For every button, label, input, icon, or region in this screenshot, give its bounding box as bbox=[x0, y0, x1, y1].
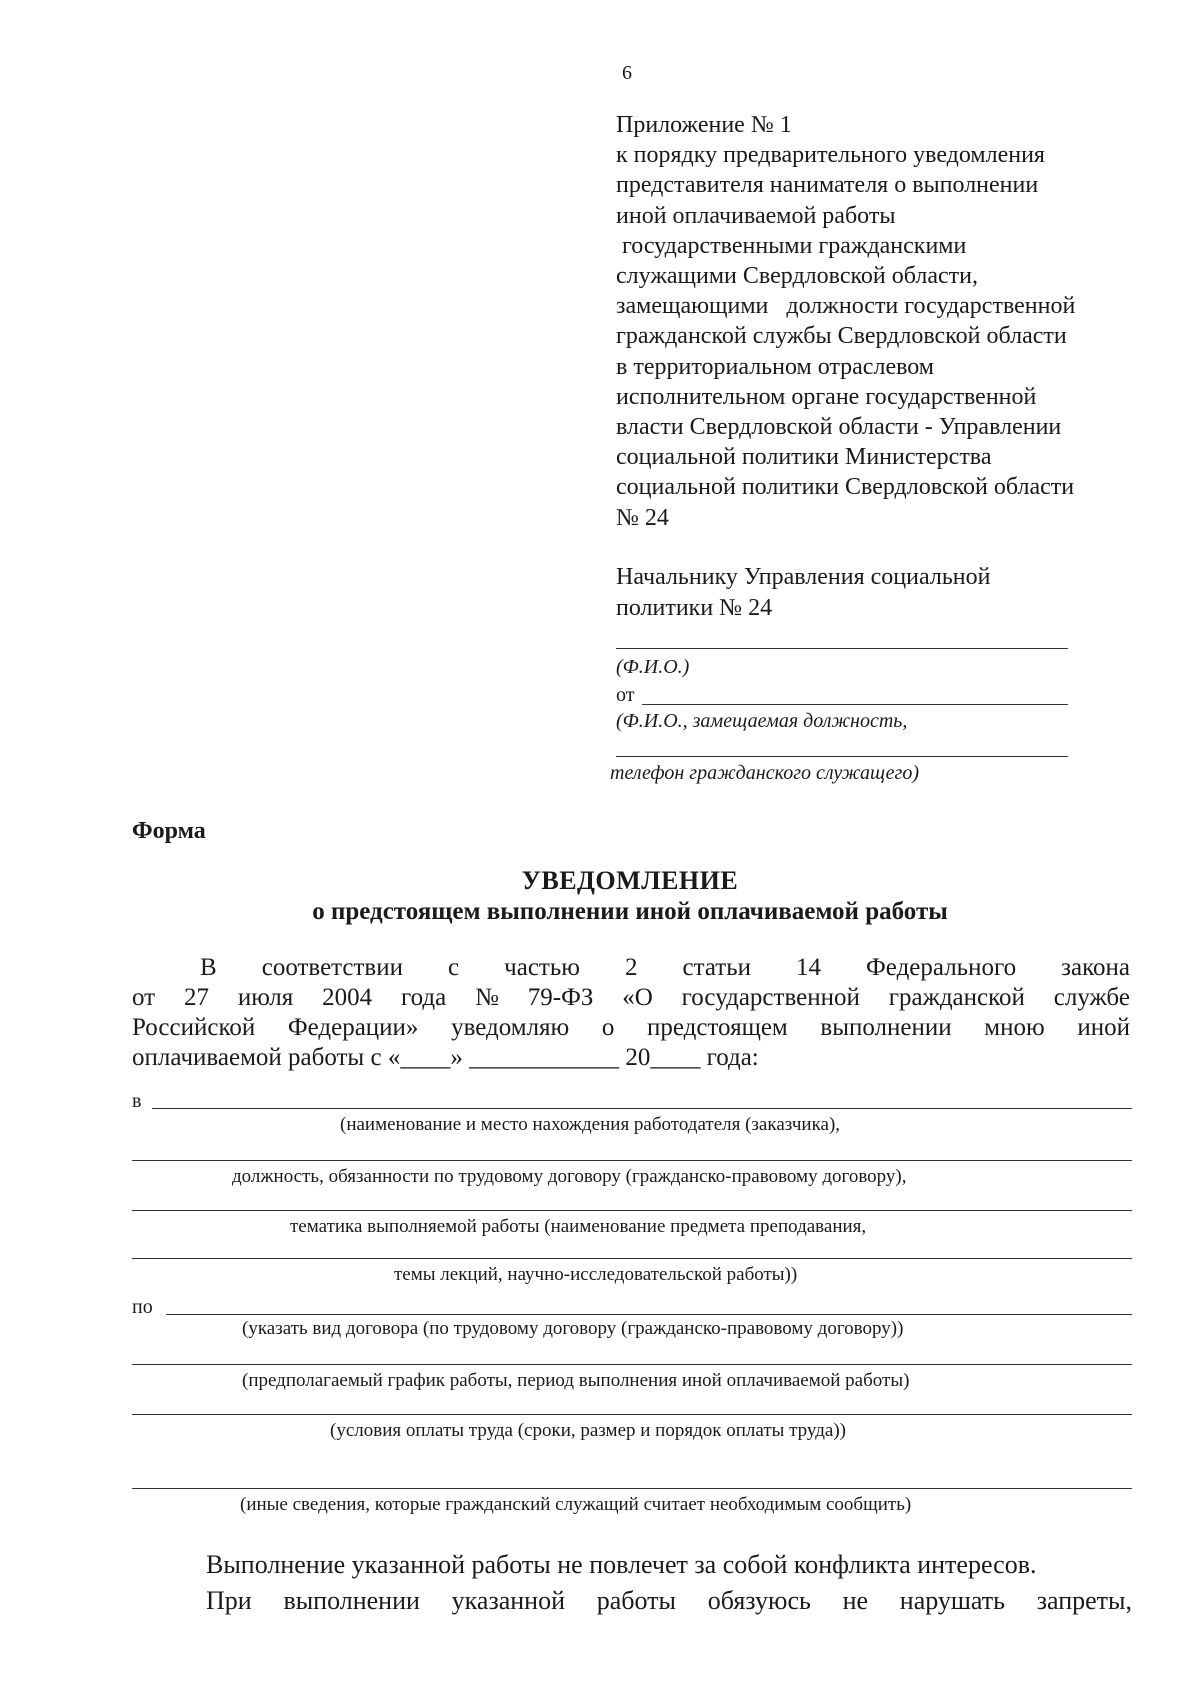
other-info-line[interactable] bbox=[132, 1488, 1132, 1489]
appendix-line: № 24 bbox=[616, 504, 669, 531]
field-caption: (указать вид договора (по трудовому договору (гражданско-правовому договору)) bbox=[242, 1318, 904, 1339]
phone-caption: телефон гражданского служащего) bbox=[610, 762, 919, 784]
word: работы bbox=[596, 1586, 677, 1615]
word: Федерального bbox=[866, 954, 1017, 981]
field-caption: темы лекций, научно-исследовательской работы)) bbox=[394, 1264, 798, 1285]
from-underline bbox=[642, 704, 1068, 705]
word: обязуюсь bbox=[707, 1586, 811, 1615]
addressee-line: политики № 24 bbox=[616, 595, 773, 621]
word: № bbox=[475, 984, 499, 1011]
word: соответствии bbox=[261, 954, 403, 981]
word: государственной bbox=[681, 984, 860, 1011]
word: 14 bbox=[796, 954, 822, 981]
from-caption: (Ф.И.О., замещаемая должность, bbox=[616, 710, 908, 732]
field-caption: (иные сведения, которые гражданский служащий считает необходимым сообщить) bbox=[240, 1494, 912, 1515]
word: с bbox=[448, 954, 460, 981]
fio-caption: (Ф.И.О.) bbox=[616, 656, 690, 678]
word: «О bbox=[622, 984, 653, 1011]
intro-line-2 bbox=[132, 984, 1130, 1012]
word: года bbox=[400, 984, 447, 1011]
field-caption: тематика выполняемой работы (наименование предмета преподавания, bbox=[290, 1216, 867, 1237]
appendix-line: представителя нанимателя о выполнении bbox=[616, 172, 1039, 199]
position-line[interactable] bbox=[132, 1160, 1132, 1161]
word: указанной bbox=[451, 1586, 566, 1615]
appendix-line: гражданской службы Свердловской области bbox=[616, 323, 1067, 350]
field-caption: (наименование и место нахождения работодателя (заказчика), bbox=[340, 1114, 841, 1135]
word: 27 bbox=[183, 984, 209, 1011]
word: о bbox=[601, 1014, 615, 1041]
appendix-line: замещающими должности государственной bbox=[616, 293, 1076, 320]
appendix-line: исполнительном органе государственной bbox=[616, 383, 1037, 410]
topic-line[interactable] bbox=[132, 1210, 1132, 1211]
word: июля bbox=[237, 984, 294, 1011]
appendix-line: власти Свердловской области - Управлении bbox=[616, 414, 1062, 441]
word: выполнении bbox=[283, 1586, 420, 1615]
word: уведомляю bbox=[451, 1014, 570, 1041]
word: мною bbox=[984, 1014, 1045, 1041]
appendix-line: социальной политики Министерства bbox=[616, 444, 992, 471]
addressee-block bbox=[616, 562, 1136, 624]
intro-line-3 bbox=[132, 1014, 1130, 1042]
word: 2004 bbox=[322, 984, 373, 1011]
appendix-line: к порядку предварительного уведомления bbox=[616, 142, 1045, 169]
document-subtitle: о предстоящем выполнении иной оплачиваемой работы bbox=[312, 898, 948, 925]
word: иной bbox=[1077, 1014, 1130, 1041]
from-label: от bbox=[616, 684, 635, 706]
word: Федерации» bbox=[287, 1014, 419, 1041]
v-prefix: в bbox=[132, 1090, 142, 1112]
word: выполнении bbox=[820, 1014, 952, 1041]
field-caption: (условия оплаты труда (сроки, размер и порядок оплаты труда)) bbox=[330, 1420, 846, 1441]
employer-line[interactable] bbox=[152, 1108, 1132, 1109]
intro-line-1 bbox=[200, 954, 1130, 982]
word: статьи bbox=[682, 954, 751, 981]
word: не bbox=[842, 1586, 869, 1615]
word: нарушать bbox=[899, 1586, 1005, 1615]
word: частью bbox=[504, 954, 580, 981]
appendix-line: иной оплачиваемой работы bbox=[616, 202, 896, 229]
word: 79-ФЗ bbox=[527, 984, 594, 1011]
contract-type-line[interactable] bbox=[166, 1314, 1132, 1315]
appendix-line: в территориальном отраслевом bbox=[616, 353, 934, 380]
word: Российской bbox=[132, 1014, 256, 1041]
appendix-line: государственными гражданскими bbox=[616, 232, 967, 259]
word: службе bbox=[1053, 984, 1130, 1011]
appendix-line: Приложение № 1 bbox=[616, 112, 792, 138]
addressee-line: Начальнику Управления социальной bbox=[616, 564, 991, 590]
word: При bbox=[206, 1586, 252, 1615]
form-label: Форма bbox=[132, 818, 206, 844]
appendix-line: служащими Свердловской области, bbox=[616, 263, 978, 290]
schedule-line[interactable] bbox=[132, 1364, 1132, 1365]
fio-underline bbox=[616, 648, 1068, 649]
po-prefix: по bbox=[132, 1296, 153, 1318]
word: от bbox=[132, 984, 156, 1011]
closing-line-1: Выполнение указанной работы не повлечет за собой конфликта интересов. bbox=[206, 1550, 1037, 1579]
page-number: 6 bbox=[622, 62, 632, 84]
word: В bbox=[200, 954, 217, 981]
field-caption: должность, обязанности по трудовому договору (гражданско-правовому договору), bbox=[232, 1166, 907, 1187]
document-title: УВЕДОМЛЕНИЕ bbox=[521, 866, 739, 895]
appendix-line: социальной политики Свердловской области bbox=[616, 474, 1075, 501]
word: предстоящем bbox=[647, 1014, 788, 1041]
word: закона bbox=[1061, 954, 1130, 981]
field-caption: (предполагаемый график работы, период выполнения иной оплачиваемой работы) bbox=[242, 1370, 910, 1391]
lectures-line[interactable] bbox=[132, 1258, 1132, 1259]
payment-line[interactable] bbox=[132, 1414, 1132, 1415]
word: гражданской bbox=[888, 984, 1025, 1011]
word: 2 bbox=[624, 954, 638, 981]
phone-underline bbox=[616, 756, 1068, 757]
appendix-header bbox=[616, 110, 1136, 533]
intro-line-4: оплачиваемой работы с «____» ____________ 20____ года: bbox=[132, 1044, 759, 1071]
word: запреты, bbox=[1036, 1586, 1132, 1615]
closing-line-2 bbox=[206, 1586, 1132, 1616]
